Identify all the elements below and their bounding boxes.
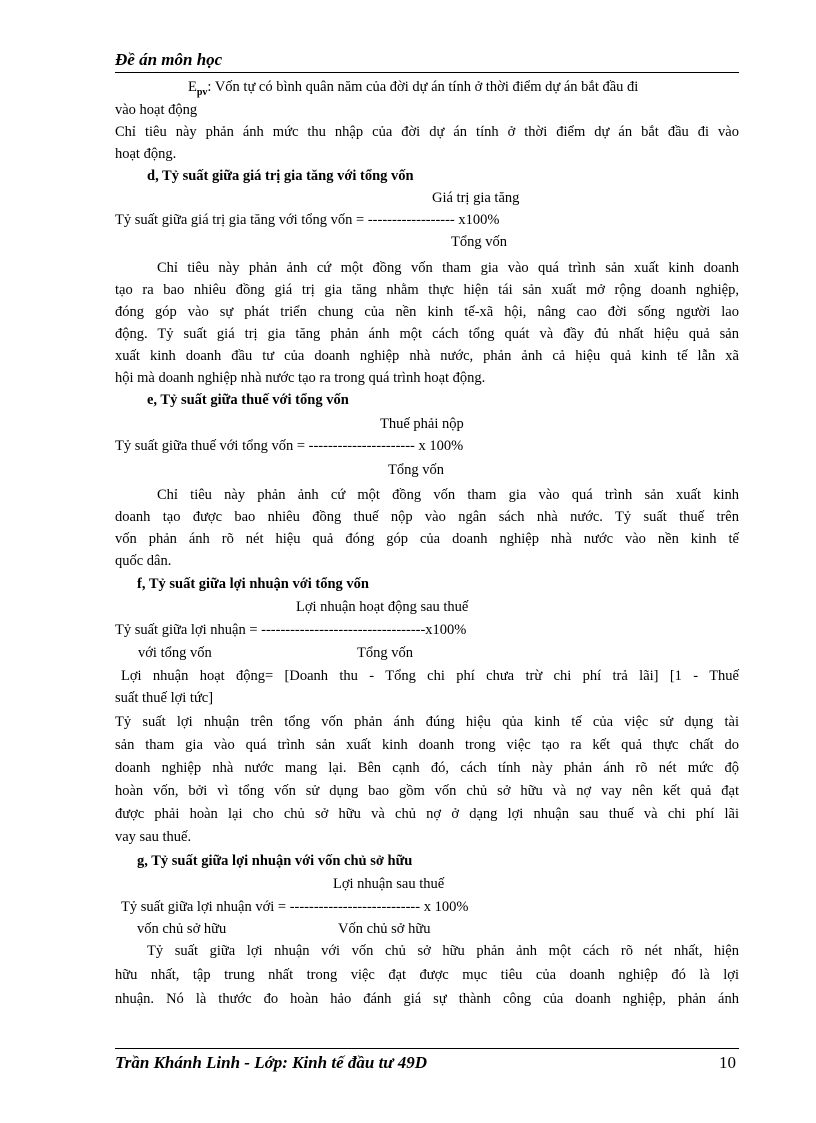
formula-denominator: Tổng vốn	[388, 462, 444, 478]
paragraph-line: vốn phản ánh rõ nét hiệu quả đóng góp của doanh nghiệp nhà nước vào nền kinh tế	[115, 531, 739, 547]
paragraph-line: Tỷ suất giữa lợi nhuận với vốn chủ sở hữu phản ảnh một cách rõ nét nhất, hiện	[147, 943, 739, 959]
paragraph-line: sản tham gia vào quá trình sản xuất kinh doanh trong việc tạo ra kết quả thực chất do	[115, 737, 739, 753]
paragraph-line: đóng góp vào sự phát triển chung của nền kinh tế-xã hội, nâng cao đời sống người lao	[115, 304, 739, 320]
formula-denominator: Tổng vốn	[357, 645, 413, 661]
formula-label: vốn chủ sở hữu	[137, 921, 227, 937]
section-e-heading: e, Tỷ suất giữa thuế với tổng vốn	[147, 392, 349, 408]
paragraph-line: hoàn vốn, bởi vì tổng vốn sử dụng bao gồm vốn chủ sở hữu và nợ vay nên kết quả đạt	[115, 783, 739, 799]
paragraph-line: Chỉ tiêu này phản ảnh cứ một đồng vốn tham gia vào quá trình sản xuất kinh	[157, 487, 739, 503]
header-title: Đề án môn học	[115, 50, 223, 69]
formula-numerator: Giá trị gia tăng	[432, 190, 520, 206]
formula-line: Tỷ suất giữa thuế với tổng vốn = ---------------------- x 100%	[115, 438, 464, 454]
formula-denominator: Tổng vốn	[451, 234, 507, 250]
section-f-heading: f, Tỷ suất giữa lợi nhuận với tổng vốn	[137, 576, 369, 592]
epv-text: : Vốn tự có bình quân năm của đời dự án tính ở thời điểm dự án bắt đầu đi	[207, 79, 639, 95]
paragraph-line: hữu nhất, tập trung nhất trong việc đạt được mục tiêu của doanh nghiệp đó là lợi	[115, 967, 739, 983]
formula-line: Tỷ suất giữa lợi nhuận với = --------------------------- x 100%	[121, 899, 469, 915]
formula-numerator: Lợi nhuận sau thuế	[333, 876, 445, 892]
definition-line: suất thuế lợi tức]	[115, 690, 214, 706]
page-number: 10	[719, 1053, 736, 1072]
paragraph-line: hội mà doanh nghiệp nhà nước tạo ra trong quá trình hoạt động.	[115, 370, 486, 386]
formula-numerator: Thuế phải nộp	[380, 416, 464, 432]
paragraph-line: Chỉ tiêu này phản ảnh cứ một đồng vốn tham gia vào quá trình sản xuất kinh doanh	[157, 260, 739, 276]
paragraph-line: động. Tỷ suất giá trị gia tăng phản ánh một cách tổng quát và đầy đủ nhất hiệu quả sản	[115, 326, 739, 342]
epv-cont: vào hoạt động	[115, 102, 198, 118]
formula-denominator: Vốn chủ sở hữu	[338, 921, 431, 937]
definition-line: Lợi nhuận hoạt động= [Doanh thu - Tổng chi phí chưa trừ chi phí trả lãi] [1 - Thuế	[121, 668, 739, 684]
footer-author: Trần Khánh Linh - Lớp: Kinh tế đầu tư 49D	[115, 1053, 428, 1072]
formula-line: Tỷ suất giữa lợi nhuận = ----------------------------------x100%	[115, 622, 467, 638]
paragraph-line: quốc dân.	[115, 553, 172, 569]
epv-definition	[188, 77, 638, 103]
formula-label: với tổng vốn	[138, 645, 212, 661]
paragraph-line: xuất kinh doanh đầu tư của doanh nghiệp nhà nước, phản ảnh cả hiệu quả kinh tế lẫn xã	[115, 348, 739, 364]
footer-rule	[115, 1048, 739, 1049]
paragraph-line: được phải hoàn lại cho chủ sở hữu và chủ nợ ở dạng lợi nhuận sau thuế và chi phí lãi	[115, 806, 739, 822]
page-header	[115, 50, 739, 73]
paragraph-line: vay sau thuế.	[115, 829, 192, 845]
epv-symbol: E	[188, 79, 197, 95]
paragraph-line: nhuận. Nó là thước đo hoàn hảo đánh giá sự thành công của doanh nghiệp, phản ánh	[115, 991, 739, 1007]
paragraph-line: Chỉ tiêu này phản ánh mức thu nhập của đời dự án tính ở thời điểm dự án bắt đầu đi vào	[115, 124, 739, 140]
formula-numerator: Lợi nhuận hoạt động sau thuế	[296, 599, 469, 615]
section-d-heading: d, Tỷ suất giữa giá trị gia tăng với tổng vốn	[147, 168, 414, 184]
epv-subscript: pv	[196, 86, 208, 98]
paragraph-line: tạo ra bao nhiêu đồng giá trị gia tăng nhằm thực hiện tái sản xuất mở rộng doanh nghiệp,	[115, 282, 739, 298]
paragraph-line: Tỷ suất lợi nhuận trên tổng vốn phản ánh đúng hiệu qủa kinh tế của việc sử dụng tài	[115, 714, 739, 730]
paragraph-line: hoạt động.	[115, 146, 177, 162]
paragraph-line: doanh tạo được bao nhiêu đồng thuế nộp vào ngân sách nhà nước. Tỷ suất thuế trên	[115, 509, 739, 525]
paragraph-line: doanh nghiệp nhà nước mang lại. Bên cạnh đó, cách tính này phản ánh rõ nét mức độ	[115, 760, 739, 776]
section-g-heading: g, Tỷ suất giữa lợi nhuận với vốn chủ sở hữu	[137, 853, 413, 869]
formula-line: Tỷ suất giữa giá trị gia tăng với tổng vốn = ------------------ x100%	[115, 212, 500, 228]
